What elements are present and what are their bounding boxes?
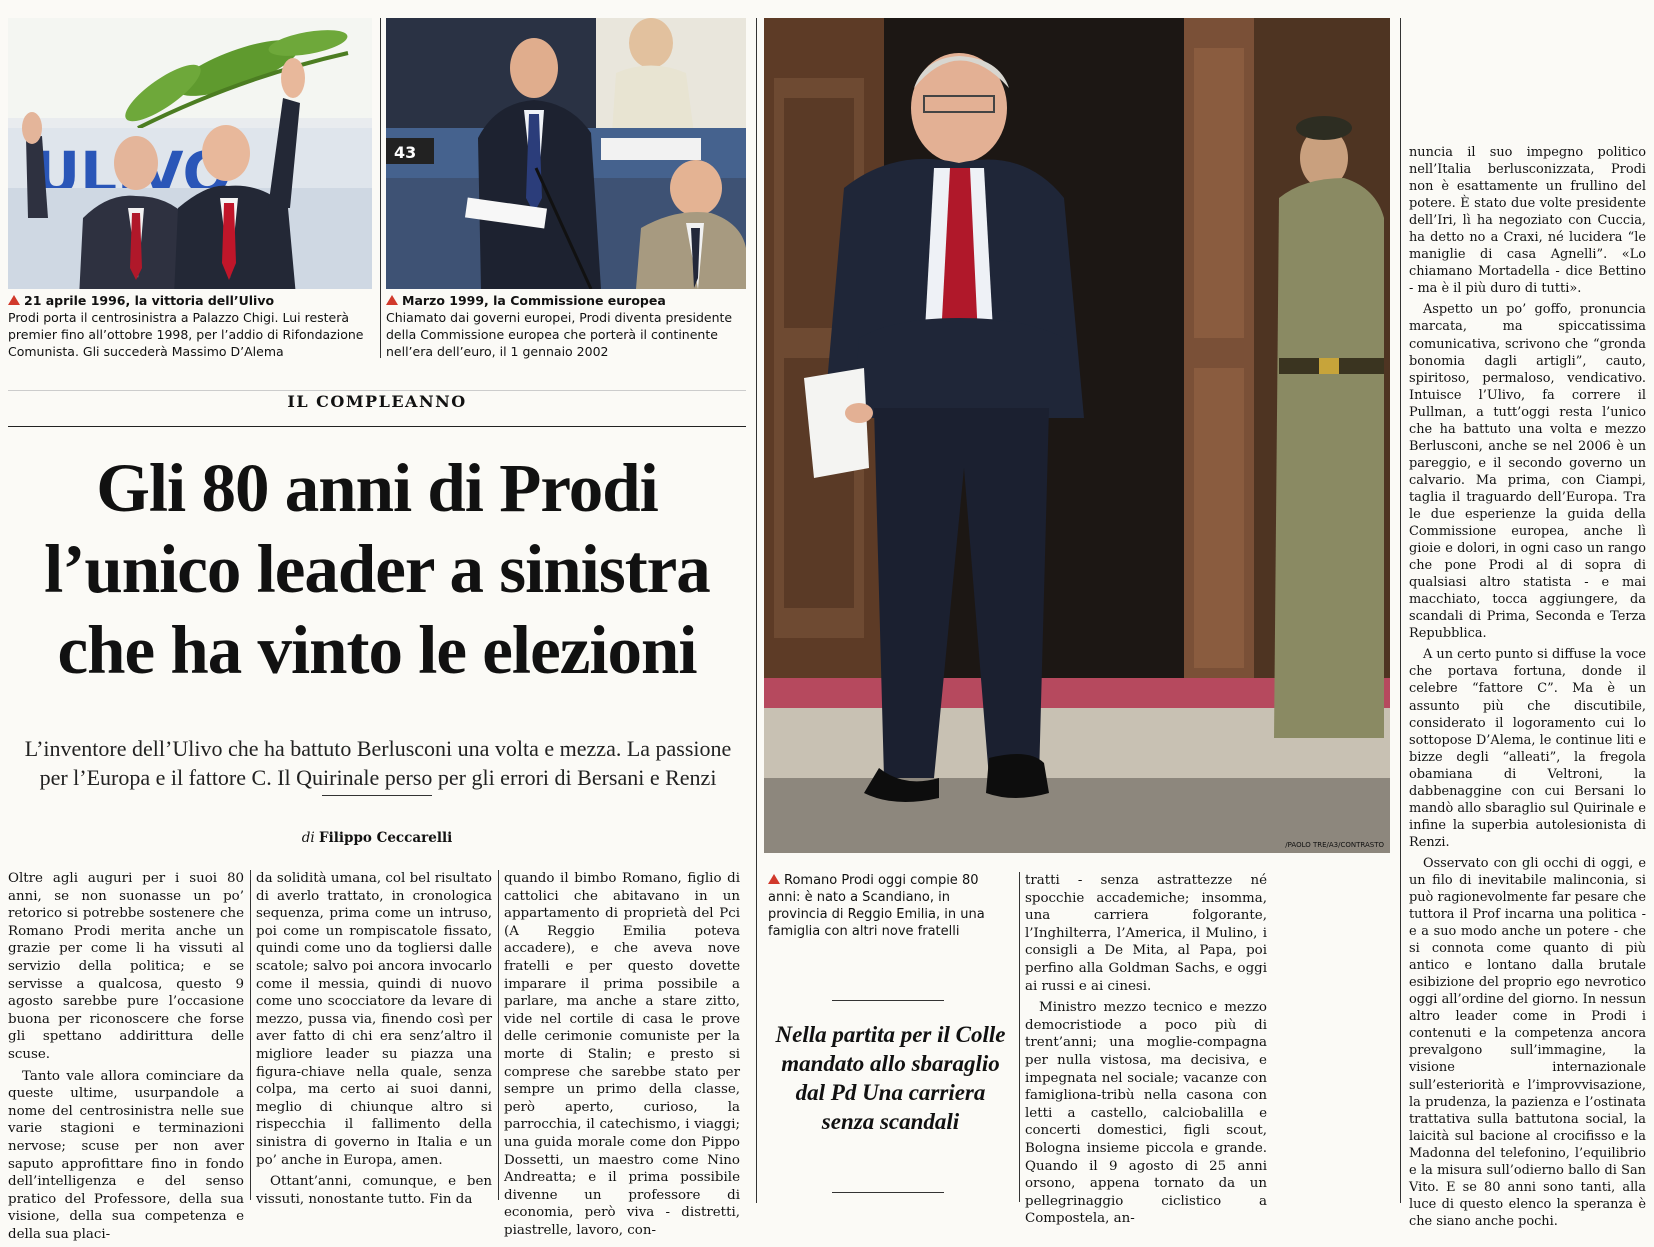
caption-title: Marzo 1999, la Commissione europea [402, 293, 666, 308]
caption-text: Prodi porta il centrosinistra a Palazzo Chigi. Lui resterà premier fino all’ottobre 1998, per l’addio di Rifondazione Comunista. Gli succederà Massimo D’Alema [8, 310, 364, 359]
article-paragraph: tratti - senza astrattezze né spocchie accademiche; insomma, una carriera folgorante, l’Inghilterra, l’America, il Mulino, i consigli a De Mita, al Papa, poi perfino alla Goldman Sachs, e oggi ai russi e ai cinesi. [1025, 873, 1267, 994]
caption-triangle-icon [768, 874, 780, 884]
headline-line-2: l’unico leader a sinistra [44, 531, 710, 607]
column-divider [498, 870, 499, 1200]
caption-title: 21 aprile 1996, la vittoria dell’Ulivo [24, 293, 275, 308]
byline-author: Filippo Ceccarelli [319, 830, 453, 846]
seat-number: 43 [394, 143, 417, 162]
kicker-rule-top [8, 390, 746, 391]
article-paragraph: Ministro mezzo tecnico e mezzo democristiode a poco più di trent’anni; una moglie-compagna per nulla vistosa, ma decisiva, e impegnata nel sociale; vacanze con famigliona-tribù nella casona con letti a castello, calciobalilla e concerti domestici, figli scout, Bologna insieme piccola e grande. Quando il 9 agosto di 25 anni orsono, appena tornato da un pellegrinaggio ciclistico a Compostela, an- [1025, 1000, 1267, 1227]
headline-line-3: che ha vinto le elezioni [57, 612, 697, 688]
caption-text: Chiamato dai governi europei, Prodi diventa presidente della Commissione europea che porterà il continente nell’era dell’euro, il 1 gennaio 2002 [386, 310, 733, 359]
article-paragraph: A un certo punto si diffuse la voce che portava fortuna, donde il celebre “fattore C”. Ma è un assunto più che discutibile, considerato il logoramento cui lo sottopose D’Alema, le continue liti e bizze degli “alleati”, la fregola obamiana di Veltroni, la dabbenaggine con cui Bersani lo mandò allo sbaraglio sul Quirinale e infine la superbia autolesionista di Renzi. [1409, 647, 1646, 850]
headline [8, 448, 746, 691]
column-divider [1400, 18, 1401, 1203]
photo-prodi-walking [764, 18, 1390, 853]
article-column-4 [1025, 872, 1267, 1232]
pullquote: Nella partita per il Colle mandato allo sbaraglio dal Pd Una carriera senza scandali [775, 1022, 1006, 1134]
article-column-1 [8, 870, 244, 1247]
headline-line-1: Gli 80 anni di Prodi [96, 450, 658, 526]
article-column-3 [504, 870, 740, 1243]
article-paragraph: quando il bimbo Romano, figlio di cattolici che abitavano in un appartamento di proprietà del Pci (A Reggio Emilia poteva accadere), e che aveva nove fratelli e per questo dovette imparare il prima possibile a parlare, ma anche a stare zitto, vide nel cortile di casa le prove delle cerimonie comuniste per la morte di Stalin; e presto si comprese che sarebbe stato per sempre un primo della classe, però aperto, curioso, la parrocchia, il catechismo, i viaggi; una guida morale come don Pippo Dossetti, un maestro come Nino Andreatta; e il prima possibile divenne un professore di economia, però viva - distretti, piastrelle, lavoro, con- [504, 871, 740, 1238]
article-paragraph: Oltre agli auguri per i suoi 80 anni, se non suonasse un po’ retorico si potrebbe sostenere che Romano Prodi merita anche un grazie per come li ha vissuti al servizio della politica; e se servisse a qualcosa, questo 9 agosto sarebbe pure l’occasione buona per riconoscere che forse gli spettano addirittura delle scuse. [8, 871, 244, 1062]
caption-triangle-icon [386, 295, 398, 305]
pullquote-rule-top [832, 1000, 944, 1001]
kicker-rule-bottom [8, 426, 746, 427]
article-paragraph: Ottant’anni, comunque, e ben vissuti, nonostante tutto. Fin da [256, 1174, 492, 1207]
byline-rule [322, 795, 432, 796]
pullquote-rule-bottom [832, 1192, 944, 1193]
article-paragraph: Aspetto un po’ goffo, pronuncia marcata, ma spiccatissima comunicativa, scrivono che “gronda bonomia dagli artigli”, cauto, spiritoso, permaloso, vendicativo. Intuisce l’Ulivo, fa correre il Pullman, a tutt’oggi resta l’unico che ha battuto una volta e mezzo Berlusconi, anche se nel 2006 è un pareggio, e il secondo governo un calvario. Ma prima, con Ciampi, taglia il traguardo dell’Europa. Tra le due esperienze la guida della Commissione europea, anche lì gioie e dolori, in ogni caso un rango che pone Prodi al di sopra di qualsiasi altro statista - e mai macchiato, tocca aggiungere, da scandali di Prima, Seconda e Terza Repubblica. [1409, 302, 1646, 642]
caption-prodi [768, 872, 1013, 940]
caption-ulivo [8, 292, 372, 360]
subhead: L’inventore dell’Ulivo che ha battuto Berlusconi una volta e mezza. La passione per l’Europa e il fattore C. Il Quirinale perso per gli errori di Bersani e Renzi [24, 736, 732, 790]
photo-credit: /PAOLO TRE/A3/CONTRASTO [1285, 841, 1384, 849]
article-paragraph: nuncia il suo impegno politico nell’Italia berlusconizzata, Prodi non è esattamente un frullino del potere. È stato due volte presidente dell’Iri, lì ha negoziato con Cuccia, ha detto no a Craxi, né lucidera “le maniglie di casa Agnelli”. «Lo chiamano Mortadella - dice Bettino - ma è il più duro di tutti». [1409, 145, 1646, 297]
byline-prefix: di [301, 830, 315, 846]
byline [8, 830, 746, 846]
article-column-5 [1409, 144, 1646, 1234]
caption-triangle-icon [8, 295, 20, 305]
caption-text: Romano Prodi oggi compie 80 anni: è nato a Scandiano, in provincia di Reggio Emilia, in una famiglia con altri nove fratelli [768, 873, 985, 939]
article-paragraph: Osservato con gli occhi di oggi, e un filo di inevitabile malinconia, si può ragionevolmente far pesare che tuttora il Prof incarna una politica - e a suo modo anche un potere - che si connota come quanto di più antico e lontano dalla brutale esibizione del proprio ego nevrotico oggi all’ordine del giorno. In nessun altro leader come in Prodi i contenuti e la competenza ancora prevalgono sull’immagine, la visione internazionale sull’esteriorità e l’improvvisazione, la prudenza, la pazienza e l’ostinata trattativa sulla battutona social, la laicità sul bacione al crocifisso e la Madonna del telefonino, l’equilibrio e la misura sull’odierno ballo di San Vito. E se 80 anni sono tanti, alla luce di questo elenco la speranza è che siano anche pochi. [1409, 855, 1646, 1229]
photo-european-commission [386, 18, 746, 289]
kicker: IL COMPLEANNO [287, 392, 467, 411]
article-column-2 [256, 870, 492, 1212]
divider-photos [380, 18, 381, 358]
article-paragraph: Tanto vale allora cominciare da queste ultime, usurpandole a nome del centrosinistra nelle sue varie stagioni e terminazioni nervose; scuse per non aver saputo approfittare fino in fondo dell’intelligenza e del senso pratico del Professore, della sua visione, della sua competenza e della sua placi- [8, 1068, 244, 1242]
column-divider [250, 870, 251, 1200]
article-paragraph: da solidità umana, col bel risultato di averlo trattato, in cronologica sequenza, prima come un intruso, poi come un rompiscatole fissato, quindi come uno da togliersi dalle scatole; salvo poi ancora invocarlo come il messia, quindi di nuovo come uno scocciatore da levare di mezzo, pussa via, finendo così per aver fatto di chi era senz’altro il migliore leader su piazza una figura-chiave nella quale, senza colpa, ma certo ai suoi danni, meglio di chiunque altro si rispecchia il fallimento della sinistra di governo in Italia e un po’ anche in Europa, amen. [256, 871, 492, 1168]
photo-ulivo-victory [8, 18, 372, 289]
page-divider-center [756, 18, 757, 1203]
column-divider [1019, 872, 1020, 1202]
caption-commission [386, 292, 746, 360]
